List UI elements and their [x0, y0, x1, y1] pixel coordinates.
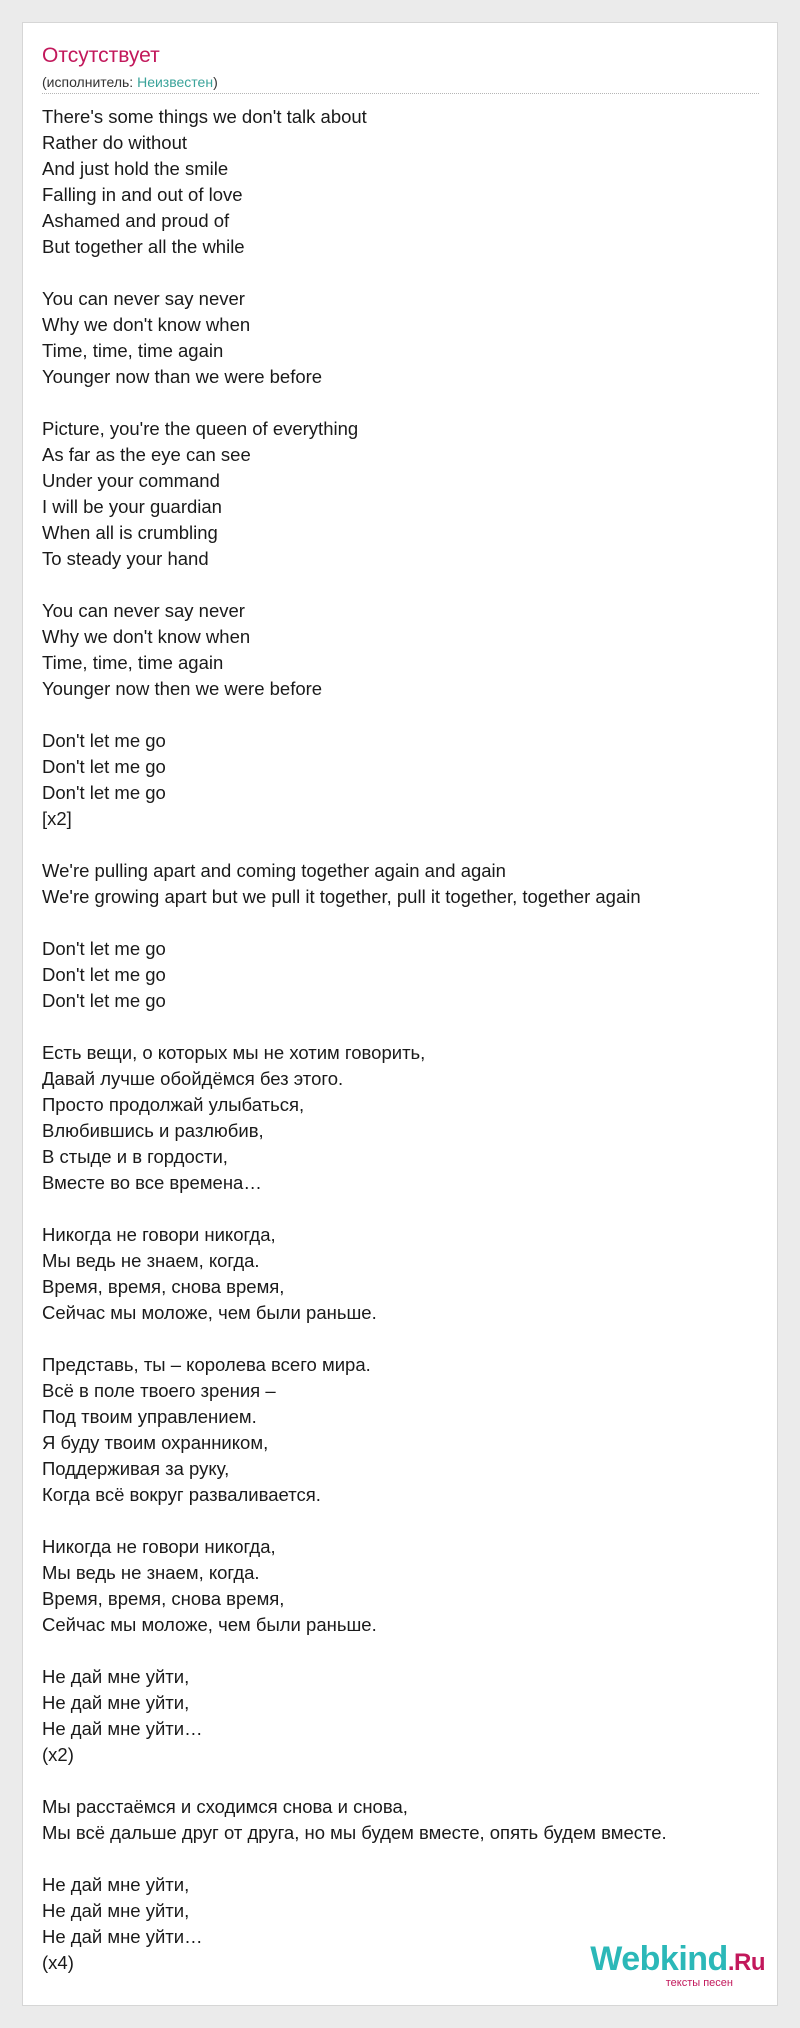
- lyric-line: В стыде и в гордости,: [42, 1146, 228, 1167]
- lyric-line: Сейчас мы моложе, чем были раньше.: [42, 1302, 377, 1323]
- lyric-line: Younger now than we were before: [42, 366, 323, 387]
- artist-prefix: (исполнитель:: [42, 74, 138, 90]
- lyric-line: Не дай мне уйти,: [42, 1692, 190, 1713]
- lyric-line: Никогда не говори никогда,: [42, 1536, 276, 1557]
- lyric-line: You can never say never: [42, 600, 245, 621]
- lyric-line: (x2): [42, 1744, 74, 1765]
- lyric-line: Don't let me go: [42, 990, 166, 1011]
- lyric-stanza: [42, 1664, 767, 1768]
- lyric-line: We're pulling apart and coming together again and again: [42, 860, 506, 881]
- lyric-line: You can never say never: [42, 288, 245, 309]
- lyric-stanza: [42, 1040, 767, 1196]
- lyric-line: Picture, you're the queen of everything: [42, 418, 359, 439]
- song-header: [42, 43, 762, 91]
- lyric-line: Falling in and out of love: [42, 184, 243, 205]
- lyric-line: Under your command: [42, 470, 220, 491]
- logo-wordmark: [590, 1941, 765, 1981]
- artist-line: [42, 73, 762, 91]
- lyric-line: Time, time, time again: [42, 652, 224, 673]
- lyric-line: To steady your hand: [42, 548, 209, 569]
- lyric-line: Я буду твоим охранником,: [42, 1432, 269, 1453]
- lyric-line: Мы расстаёмся и сходимся снова и снова,: [42, 1796, 408, 1817]
- lyric-line: Сейчас мы моложе, чем были раньше.: [42, 1614, 377, 1635]
- lyric-stanza: [42, 104, 767, 260]
- lyric-stanza: [42, 1352, 767, 1508]
- lyric-line: Давай лучше обойдёмся без этого.: [42, 1068, 344, 1089]
- logo-tld: .Ru: [727, 1949, 765, 1976]
- artist-link[interactable]: Неизвестен: [137, 74, 214, 90]
- lyric-line: Why we don't know when: [42, 626, 251, 647]
- artist-suffix: ): [213, 74, 218, 90]
- lyric-line: There's some things we don't talk about: [42, 106, 367, 127]
- lyric-stanza: [42, 936, 767, 1014]
- lyric-line: Ashamed and proud of: [42, 210, 230, 231]
- lyric-line: Не дай мне уйти…: [42, 1718, 203, 1739]
- lyric-stanza: [42, 1794, 767, 1846]
- lyric-line: (x4): [42, 1952, 74, 1973]
- lyric-line: Мы ведь не знаем, когда.: [42, 1250, 260, 1271]
- lyric-line: Есть вещи, о которых мы не хотим говорить,: [42, 1042, 426, 1063]
- header-divider: [42, 93, 759, 94]
- lyric-line: Мы ведь не знаем, когда.: [42, 1562, 260, 1583]
- lyric-line: But together all the while: [42, 236, 245, 257]
- lyric-line: Под твоим управлением.: [42, 1406, 257, 1427]
- lyric-line: And just hold the smile: [42, 158, 229, 179]
- lyric-line: Не дай мне уйти,: [42, 1900, 190, 1921]
- lyric-line: Вместе во все времена…: [42, 1172, 262, 1193]
- lyric-line: Don't let me go: [42, 730, 166, 751]
- lyrics-body: [42, 104, 767, 2002]
- lyric-line: Просто продолжай улыбаться,: [42, 1094, 305, 1115]
- lyric-line: Влюбившись и разлюбив,: [42, 1120, 264, 1141]
- lyric-line: Представь, ты – королева всего мира.: [42, 1354, 371, 1375]
- lyric-stanza: [42, 1222, 767, 1326]
- lyric-line: Why we don't know when: [42, 314, 251, 335]
- lyric-line: Don't let me go: [42, 964, 166, 985]
- webkind-logo[interactable]: [590, 1941, 765, 1989]
- lyric-line: As far as the eye can see: [42, 444, 251, 465]
- lyric-stanza: [42, 598, 767, 702]
- lyric-line: I will be your guardian: [42, 496, 222, 517]
- lyric-stanza: [42, 1534, 767, 1638]
- lyrics-card: [22, 22, 778, 2006]
- song-title: Отсутствует: [42, 44, 160, 67]
- lyric-line: Никогда не говори никогда,: [42, 1224, 276, 1245]
- lyric-line: Younger now then we were before: [42, 678, 323, 699]
- lyric-line: [x2]: [42, 808, 72, 829]
- lyric-line: Don't let me go: [42, 756, 166, 777]
- lyric-line: Не дай мне уйти…: [42, 1926, 203, 1947]
- logo-tagline: тексты песен: [665, 1977, 733, 1989]
- lyric-line: Time, time, time again: [42, 340, 224, 361]
- lyric-line: Не дай мне уйти,: [42, 1874, 190, 1895]
- lyric-stanza: [42, 728, 767, 832]
- lyric-line: Всё в поле твоего зрения –: [42, 1380, 276, 1401]
- lyric-line: We're growing apart but we pull it together, pull it together, together again: [42, 886, 641, 907]
- lyric-line: Don't let me go: [42, 938, 166, 959]
- lyric-stanza: [42, 286, 767, 390]
- lyric-stanza: [42, 858, 767, 910]
- lyric-line: Время, время, снова время,: [42, 1588, 285, 1609]
- lyric-line: Rather do without: [42, 132, 188, 153]
- lyric-line: Время, время, снова время,: [42, 1276, 285, 1297]
- lyric-stanza: [42, 416, 767, 572]
- lyric-line: Не дай мне уйти,: [42, 1666, 190, 1687]
- lyric-line: Don't let me go: [42, 782, 166, 803]
- lyric-line: When all is crumbling: [42, 522, 218, 543]
- lyric-line: Мы всё дальше друг от друга, но мы будем вместе, опять будем вместе.: [42, 1822, 667, 1843]
- logo-main-text: Webkind: [590, 1940, 728, 1978]
- lyric-line: Когда всё вокруг разваливается.: [42, 1484, 321, 1505]
- lyric-line: Поддерживая за руку,: [42, 1458, 230, 1479]
